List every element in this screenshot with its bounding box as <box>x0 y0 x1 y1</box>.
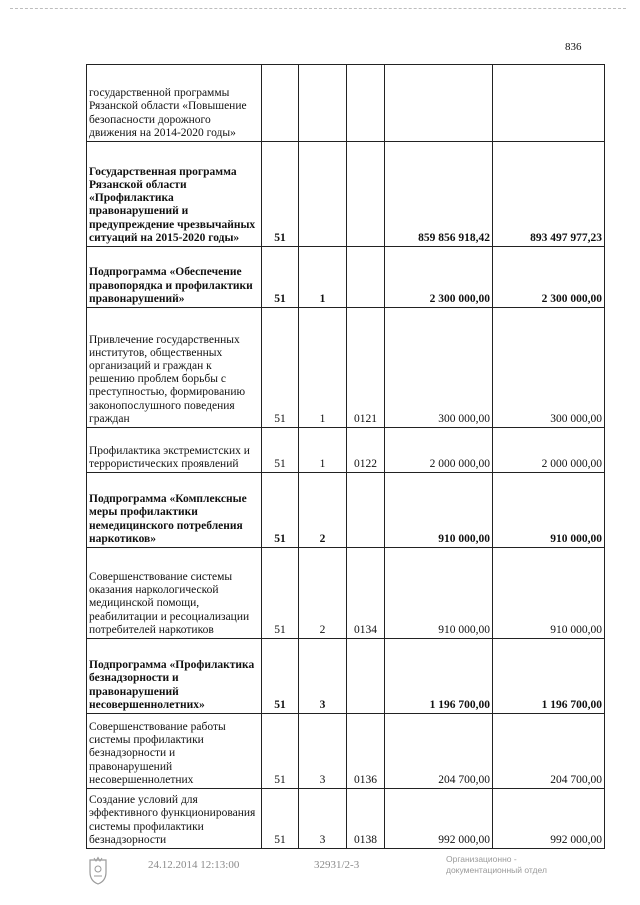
table-row <box>87 714 605 789</box>
footer-org-line-2: документационный отдел <box>446 865 547 875</box>
row-value-2: 204 700,00 <box>493 714 605 789</box>
row-name: Подпрограмма «Профилактика безнадзорности и правонарушений несовершеннолетних» <box>87 639 262 714</box>
row-name: государственной программы Рязанской области «Повышение безопасности дорожного движения на 2014-2020 годы» <box>87 65 262 142</box>
row-code-3 <box>347 473 385 548</box>
row-code-3 <box>347 247 385 308</box>
row-value-2: 910 000,00 <box>493 548 605 639</box>
row-name: Привлечение государственных институтов, общественных организаций и граждан к решению проблем борьбы с преступностью, формированию законопослушного поведения граждан <box>87 308 262 428</box>
top-scan-rule <box>10 8 626 9</box>
row-code-1: 51 <box>262 247 299 308</box>
page-number: 836 <box>565 41 582 53</box>
row-value-1: 300 000,00 <box>385 308 493 428</box>
row-value-1: 910 000,00 <box>385 473 493 548</box>
budget-table-body <box>87 65 605 849</box>
row-value-2: 300 000,00 <box>493 308 605 428</box>
row-code-1: 51 <box>262 142 299 247</box>
row-name: Профилактика экстремистских и террористических проявлений <box>87 428 262 473</box>
row-value-2: 893 497 977,23 <box>493 142 605 247</box>
row-value-2: 910 000,00 <box>493 473 605 548</box>
row-code-2: 1 <box>299 247 347 308</box>
footer-datetime: 24.12.2014 12:13:00 <box>148 859 240 871</box>
row-value-2: 2 000 000,00 <box>493 428 605 473</box>
row-value-1: 859 856 918,42 <box>385 142 493 247</box>
row-code-1: 51 <box>262 789 299 849</box>
row-code-3 <box>347 639 385 714</box>
row-code-2: 1 <box>299 428 347 473</box>
row-code-3 <box>347 65 385 142</box>
row-code-2: 1 <box>299 308 347 428</box>
row-value-1: 2 000 000,00 <box>385 428 493 473</box>
table-row <box>87 428 605 473</box>
table-row <box>87 639 605 714</box>
row-name: Совершенствование системы оказания наркологической медицинской помощи, реабилитации и ресоциализации потребителей наркотиков <box>87 548 262 639</box>
row-code-2 <box>299 65 347 142</box>
row-code-1: 51 <box>262 428 299 473</box>
row-code-3: 0134 <box>347 548 385 639</box>
row-code-1: 51 <box>262 548 299 639</box>
row-code-2: 3 <box>299 714 347 789</box>
page-footer <box>0 851 640 891</box>
row-code-1: 51 <box>262 308 299 428</box>
table-row <box>87 548 605 639</box>
row-value-2: 992 000,00 <box>493 789 605 849</box>
footer-document-number: 32931/2-3 <box>314 859 360 871</box>
row-value-1: 1 196 700,00 <box>385 639 493 714</box>
row-name: Государственная программа Рязанской области «Профилактика правонарушений и предупреждение чрезвычайных ситуаций на 2015-2020 годы» <box>87 142 262 247</box>
row-value-2 <box>493 65 605 142</box>
row-value-1: 992 000,00 <box>385 789 493 849</box>
row-code-2: 2 <box>299 473 347 548</box>
footer-org-stamp <box>446 854 547 876</box>
row-code-3: 0138 <box>347 789 385 849</box>
row-code-1 <box>262 65 299 142</box>
row-value-2: 2 300 000,00 <box>493 247 605 308</box>
row-name: Подпрограмма «Комплексные меры профилактики немедицинского потребления наркотиков» <box>87 473 262 548</box>
row-code-3: 0136 <box>347 714 385 789</box>
row-name: Подпрограмма «Обеспечение правопорядка и профилактики правонарушений» <box>87 247 262 308</box>
table-row <box>87 473 605 548</box>
table-row <box>87 142 605 247</box>
row-name: Совершенствование работы системы профилактики безнадзорности и правонарушений несовершеннолетних <box>87 714 262 789</box>
row-value-2: 1 196 700,00 <box>493 639 605 714</box>
coat-of-arms-icon <box>86 856 110 886</box>
table-row <box>87 789 605 849</box>
row-code-1: 51 <box>262 714 299 789</box>
row-code-2: 3 <box>299 789 347 849</box>
table-row <box>87 65 605 142</box>
row-code-3: 0121 <box>347 308 385 428</box>
row-code-3: 0122 <box>347 428 385 473</box>
row-value-1 <box>385 65 493 142</box>
row-code-2: 3 <box>299 639 347 714</box>
row-value-1: 2 300 000,00 <box>385 247 493 308</box>
row-code-1: 51 <box>262 639 299 714</box>
row-value-1: 204 700,00 <box>385 714 493 789</box>
row-name: Создание условий для эффективного функционирования системы профилактики безнадзорности <box>87 789 262 849</box>
row-code-2: 2 <box>299 548 347 639</box>
table-row <box>87 308 605 428</box>
row-code-2 <box>299 142 347 247</box>
row-code-3 <box>347 142 385 247</box>
budget-table <box>86 64 605 849</box>
table-row <box>87 247 605 308</box>
footer-org-line-1: Организационно - <box>446 854 517 864</box>
row-value-1: 910 000,00 <box>385 548 493 639</box>
row-code-1: 51 <box>262 473 299 548</box>
